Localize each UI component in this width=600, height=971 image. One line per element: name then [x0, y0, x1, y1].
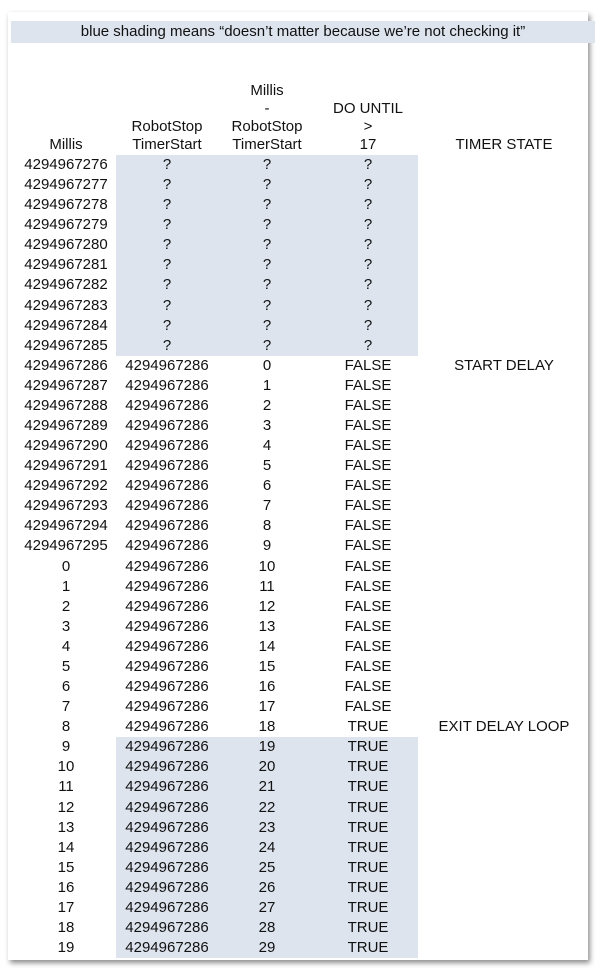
cell-do-until: TRUE	[347, 858, 389, 876]
table-header	[8, 64, 588, 154]
header-robotstop-timerstart: RobotStop TimerStart	[131, 118, 203, 153]
cell-do-until: FALSE	[344, 517, 392, 535]
cell-millis: 4294967292	[24, 477, 108, 495]
cell-difference: ?	[262, 276, 272, 294]
header-timer-state: TIMER STATE	[455, 136, 553, 153]
cell-millis: 13	[57, 818, 75, 836]
cell-millis: 8	[61, 718, 71, 736]
cell-millis: 4294967281	[24, 256, 108, 274]
cell-millis: 4294967279	[24, 216, 108, 234]
cell-difference: ?	[262, 256, 272, 274]
table-row	[8, 316, 588, 336]
cell-millis: 4294967291	[24, 457, 108, 475]
cell-timerstart: 4294967286	[125, 437, 209, 455]
cell-do-until: FALSE	[344, 597, 392, 615]
cell-difference: 18	[258, 718, 276, 736]
cell-do-until: ?	[363, 316, 373, 334]
table-row	[8, 296, 588, 316]
cell-difference: 8	[262, 517, 272, 535]
table-row	[8, 637, 588, 657]
table-row	[8, 798, 588, 818]
cell-timerstart: 4294967286	[125, 537, 209, 555]
legend-banner: blue shading means “doesn’t matter because we’re not checking it”	[11, 21, 595, 43]
table-row	[8, 416, 588, 436]
cell-timerstart: 4294967286	[125, 898, 209, 916]
cell-timerstart: ?	[162, 156, 172, 173]
table-row	[8, 356, 588, 376]
cell-do-until: TRUE	[347, 738, 389, 756]
cell-difference: 1	[262, 376, 272, 394]
table-body	[8, 155, 588, 958]
cell-do-until: TRUE	[347, 758, 389, 776]
table-row	[8, 577, 588, 597]
cell-do-until: ?	[363, 276, 373, 294]
cell-timerstart: 4294967286	[125, 838, 209, 856]
cell-do-until: FALSE	[344, 396, 392, 414]
cell-difference: 7	[262, 497, 272, 515]
cell-timerstart: 4294967286	[125, 477, 209, 495]
cell-millis: 4	[61, 637, 71, 655]
cell-difference: ?	[262, 176, 272, 194]
cell-timerstart: 4294967286	[125, 798, 209, 816]
table-row	[8, 275, 588, 295]
cell-do-until: TRUE	[347, 818, 389, 836]
cell-millis: 11	[58, 778, 74, 796]
spreadsheet-sheet	[8, 12, 588, 960]
cell-timerstart: ?	[162, 196, 172, 214]
table-row	[8, 918, 588, 938]
table-row	[8, 757, 588, 777]
cell-millis: 4294967276	[24, 156, 108, 173]
cell-difference: 6	[262, 477, 272, 495]
cell-difference: 9	[262, 537, 272, 555]
cell-timerstart: 4294967286	[125, 718, 209, 736]
table-row	[8, 436, 588, 456]
cell-millis: 4294967284	[24, 316, 108, 334]
cell-timerstart: 4294967286	[125, 678, 209, 696]
table-row	[8, 476, 588, 496]
cell-difference: 25	[258, 858, 276, 876]
table-row	[8, 155, 588, 175]
cell-difference: ?	[262, 196, 272, 214]
cell-do-until: FALSE	[344, 557, 392, 575]
cell-timerstart: 4294967286	[125, 778, 209, 796]
header-millis: Millis	[49, 136, 83, 153]
cell-timerstart: 4294967286	[125, 396, 209, 414]
table-row	[8, 456, 588, 476]
cell-do-until: TRUE	[347, 778, 389, 796]
cell-timerstart: 4294967286	[125, 878, 209, 896]
cell-millis: 7	[61, 698, 71, 716]
cell-do-until: FALSE	[344, 617, 392, 635]
cell-millis: 6	[61, 678, 71, 696]
cell-timerstart: 4294967286	[125, 577, 209, 595]
cell-millis: 14	[57, 838, 75, 856]
cell-timerstart: ?	[162, 236, 172, 254]
cell-millis: 4294967295	[24, 537, 108, 555]
table-row	[8, 938, 588, 958]
header-millis-minus-timerstart: Millis - RobotStop TimerStart	[231, 82, 303, 153]
cell-millis: 18	[57, 918, 75, 936]
table-row	[8, 597, 588, 617]
cell-timerstart: 4294967286	[125, 617, 209, 635]
table-row	[8, 697, 588, 717]
cell-difference: ?	[262, 236, 272, 254]
cell-timerstart: 4294967286	[125, 557, 209, 575]
cell-difference: 19	[258, 738, 276, 756]
cell-millis: 12	[57, 798, 75, 816]
cell-difference: 12	[258, 597, 276, 615]
cell-difference: ?	[262, 216, 272, 234]
cell-difference: 22	[258, 798, 276, 816]
cell-do-until: FALSE	[344, 497, 392, 515]
table-row	[8, 215, 588, 235]
cell-do-until: TRUE	[347, 838, 389, 856]
cell-timerstart: ?	[162, 336, 172, 354]
cell-timerstart: 4294967286	[125, 858, 209, 876]
cell-timerstart: 4294967286	[125, 637, 209, 655]
cell-do-until: TRUE	[347, 718, 389, 736]
table-row	[8, 536, 588, 556]
cell-millis: 4294967283	[24, 296, 108, 314]
cell-difference: 13	[258, 617, 276, 635]
cell-do-until: ?	[363, 156, 373, 173]
cell-difference: ?	[262, 336, 272, 354]
cell-timerstart: 4294967286	[125, 417, 209, 435]
cell-difference: ?	[262, 296, 272, 314]
cell-do-until: FALSE	[344, 376, 392, 394]
cell-millis: 4294967277	[24, 176, 108, 194]
cell-timerstart: 4294967286	[125, 356, 209, 374]
cell-do-until: FALSE	[344, 678, 392, 696]
cell-difference: 2	[262, 396, 272, 414]
cell-millis: 3	[61, 617, 71, 635]
cell-do-until: ?	[363, 336, 373, 354]
table-row	[8, 376, 588, 396]
cell-difference: 27	[258, 898, 276, 916]
cell-millis: 10	[57, 758, 75, 776]
cell-timerstart: 4294967286	[125, 818, 209, 836]
cell-do-until: FALSE	[344, 657, 392, 675]
table-row	[8, 717, 588, 737]
cell-do-until: FALSE	[344, 637, 392, 655]
cell-millis: 2	[61, 597, 71, 615]
cell-do-until: FALSE	[344, 537, 392, 555]
cell-timerstart: 4294967286	[125, 457, 209, 475]
table-row	[8, 818, 588, 838]
cell-difference: 26	[258, 878, 276, 896]
cell-difference: 3	[262, 417, 272, 435]
table-row	[8, 396, 588, 416]
cell-timerstart: ?	[162, 296, 172, 314]
table-row	[8, 255, 588, 275]
cell-difference: ?	[262, 316, 272, 334]
table-row	[8, 838, 588, 858]
table-row	[8, 657, 588, 677]
cell-timerstart: ?	[162, 316, 172, 334]
cell-millis: 0	[61, 557, 71, 575]
cell-millis: 4294967290	[24, 437, 108, 455]
cell-millis: 17	[57, 898, 75, 916]
cell-timerstart: ?	[162, 276, 172, 294]
cell-do-until: FALSE	[344, 356, 392, 374]
cell-timerstart: 4294967286	[125, 597, 209, 615]
cell-difference: 24	[258, 838, 276, 856]
cell-millis: 4294967287	[24, 376, 108, 394]
cell-difference: 14	[258, 637, 276, 655]
cell-millis: 15	[57, 858, 75, 876]
cell-do-until: ?	[363, 176, 373, 194]
cell-difference: 4	[262, 437, 272, 455]
cell-timerstart: ?	[162, 216, 172, 234]
cell-timer-state: START DELAY	[454, 356, 554, 374]
cell-difference: 5	[262, 457, 272, 475]
cell-difference: 28	[258, 918, 276, 936]
cell-timerstart: 4294967286	[125, 758, 209, 776]
cell-millis: 16	[57, 878, 75, 896]
cell-difference: 21	[258, 778, 276, 796]
cell-timerstart: 4294967286	[125, 698, 209, 716]
cell-do-until: ?	[363, 196, 373, 214]
table-row	[8, 777, 588, 797]
cell-do-until: ?	[363, 216, 373, 234]
table-row	[8, 617, 588, 637]
cell-timerstart: ?	[162, 176, 172, 194]
cell-millis: 4294967278	[24, 196, 108, 214]
cell-do-until: FALSE	[344, 698, 392, 716]
cell-timerstart: 4294967286	[125, 738, 209, 756]
table-row	[8, 677, 588, 697]
table-row	[8, 737, 588, 757]
cell-difference: 29	[258, 939, 276, 957]
cell-difference: ?	[262, 156, 272, 173]
table-row	[8, 195, 588, 215]
table-row	[8, 557, 588, 577]
cell-do-until: ?	[363, 256, 373, 274]
cell-difference: 0	[262, 356, 272, 374]
cell-do-until: FALSE	[344, 437, 392, 455]
cell-timerstart: 4294967286	[125, 657, 209, 675]
cell-difference: 16	[258, 678, 276, 696]
table-row	[8, 235, 588, 255]
cell-millis: 4294967289	[24, 417, 108, 435]
cell-millis: 1	[61, 577, 71, 595]
cell-millis: 5	[61, 657, 71, 675]
cell-timerstart: 4294967286	[125, 517, 209, 535]
cell-difference: 11	[259, 577, 275, 595]
table-row	[8, 898, 588, 918]
cell-do-until: ?	[363, 296, 373, 314]
cell-timerstart: 4294967286	[125, 918, 209, 936]
cell-difference: 20	[258, 758, 276, 776]
cell-do-until: TRUE	[347, 798, 389, 816]
cell-do-until: FALSE	[344, 457, 392, 475]
cell-millis: 19	[57, 939, 75, 957]
cell-do-until: TRUE	[347, 878, 389, 896]
table-row	[8, 858, 588, 878]
cell-millis: 4294967282	[24, 276, 108, 294]
table-row	[8, 336, 588, 356]
cell-millis: 4294967286	[24, 356, 108, 374]
table-row	[8, 175, 588, 195]
cell-timerstart: 4294967286	[125, 376, 209, 394]
cell-millis: 4294967288	[24, 396, 108, 414]
cell-do-until: FALSE	[344, 577, 392, 595]
cell-timer-state: EXIT DELAY LOOP	[438, 718, 570, 736]
cell-difference: 23	[258, 818, 276, 836]
cell-do-until: TRUE	[347, 918, 389, 936]
cell-do-until: TRUE	[347, 939, 389, 957]
cell-difference: 10	[258, 557, 276, 575]
header-do-until: DO UNTIL > 17	[332, 100, 403, 153]
cell-timerstart: 4294967286	[125, 497, 209, 515]
cell-do-until: ?	[363, 236, 373, 254]
cell-difference: 17	[258, 698, 276, 716]
cell-do-until: FALSE	[344, 417, 392, 435]
table-row	[8, 516, 588, 536]
cell-millis: 4294967294	[24, 517, 108, 535]
table-row	[8, 878, 588, 898]
cell-do-until: TRUE	[347, 898, 389, 916]
cell-millis: 4294967285	[24, 336, 108, 354]
cell-difference: 15	[258, 657, 276, 675]
cell-millis: 9	[61, 738, 71, 756]
cell-timerstart: 4294967286	[125, 939, 209, 957]
cell-do-until: FALSE	[344, 477, 392, 495]
cell-timerstart: ?	[162, 256, 172, 274]
table-row	[8, 496, 588, 516]
cell-millis: 4294967293	[24, 497, 108, 515]
cell-millis: 4294967280	[24, 236, 108, 254]
